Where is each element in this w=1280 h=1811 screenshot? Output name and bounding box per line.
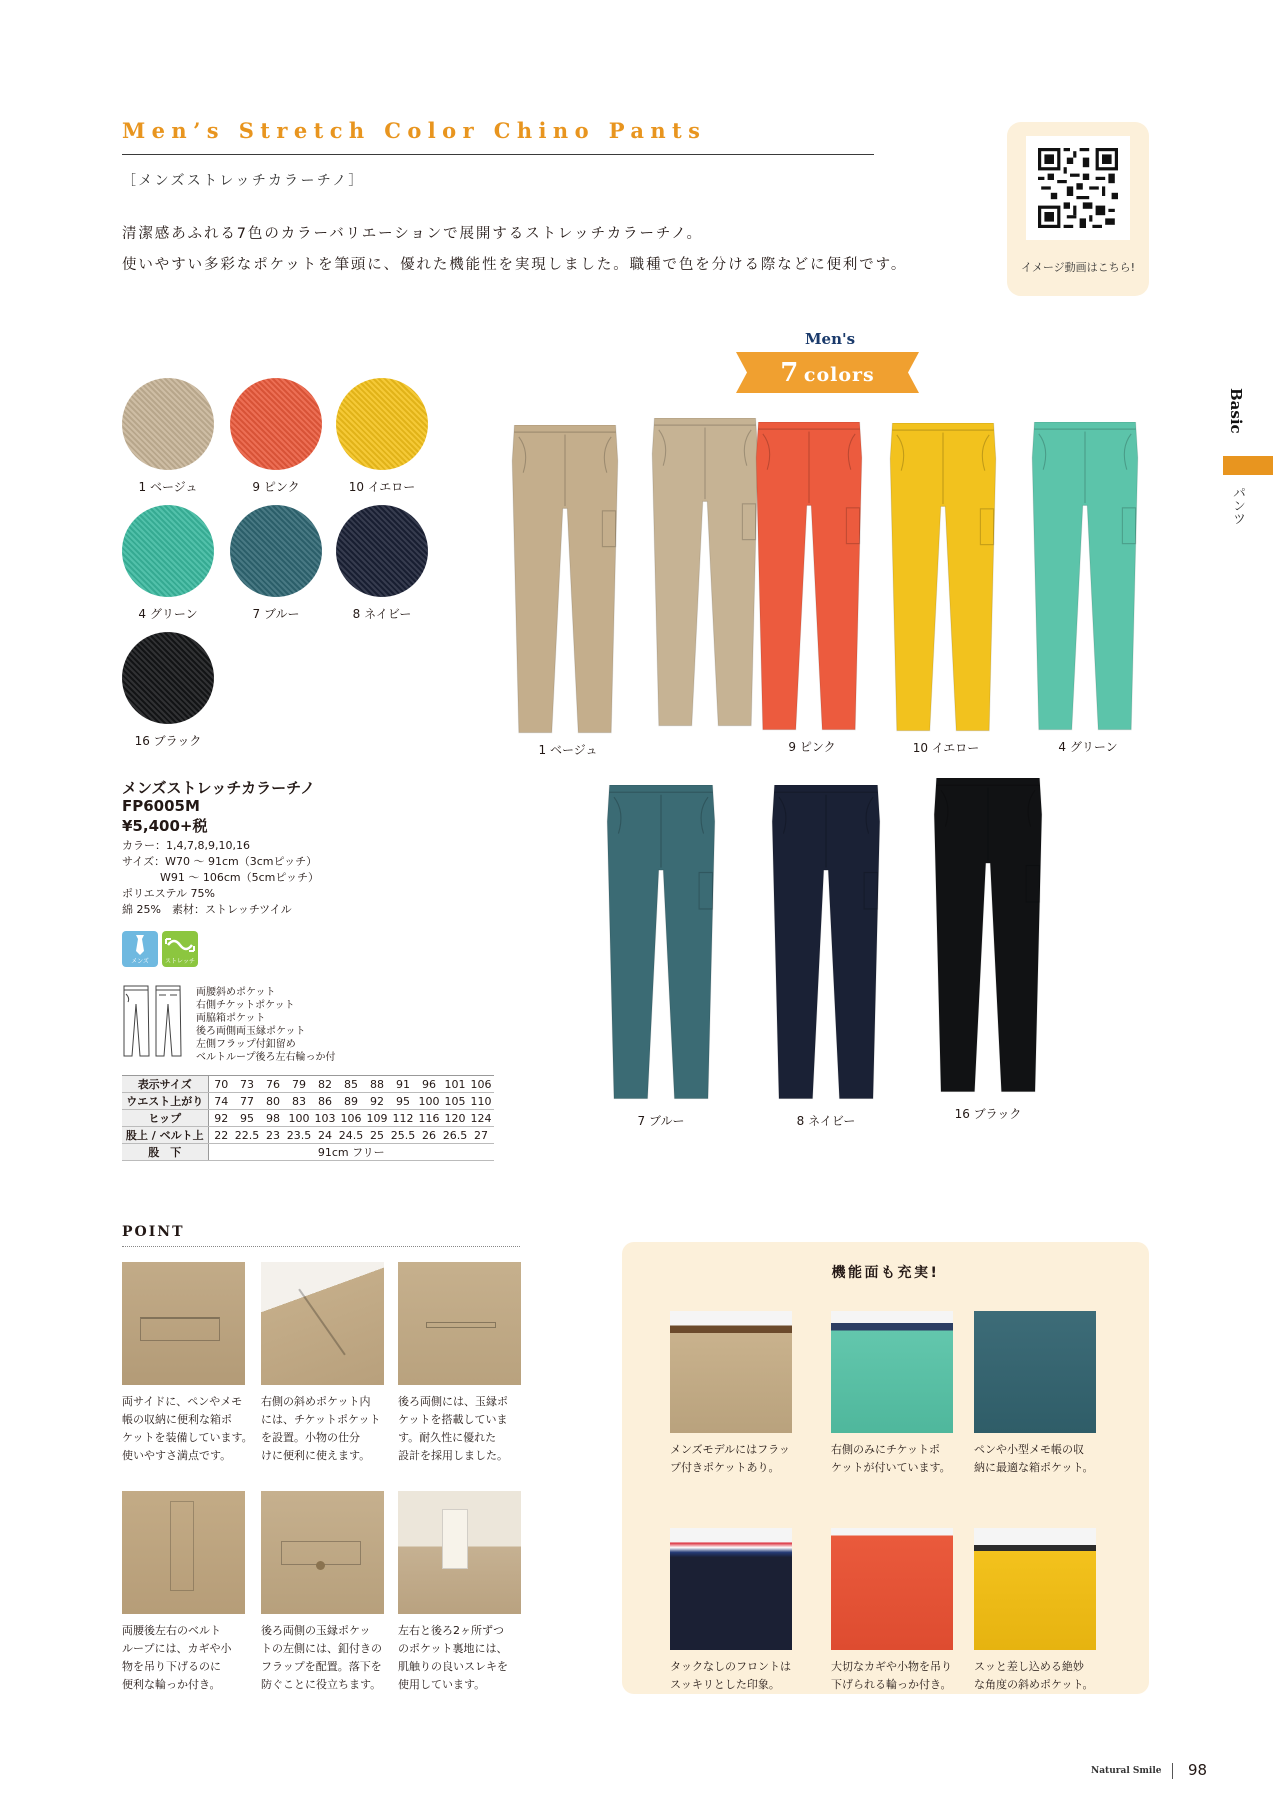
size-row-header: 表示サイズ <box>122 1076 208 1093</box>
point-title: POINT <box>122 1224 185 1240</box>
page-subtitle: ［メンズストレッチカラーチノ］ <box>122 173 365 189</box>
size-row <box>122 1127 494 1144</box>
spec-sizes: サイズ：W70 ～ 91cm（3cmピッチ） <box>122 855 318 868</box>
function-caption-line: プ付きポケットあり。 <box>670 1461 780 1474</box>
color-swatch <box>230 378 322 470</box>
pants-photo <box>754 422 864 736</box>
badge-label: ストレッチ <box>165 958 195 965</box>
function-caption-line: ペンや小型メモ帳の収 <box>974 1443 1084 1456</box>
page-title: Men’s Stretch Color Chino Pants <box>122 118 707 143</box>
point-caption-line: 便利な輪っか付き。 <box>122 1678 221 1691</box>
feature-item: 右側チケットポケット <box>196 1000 295 1011</box>
function-caption-line: メンズモデルにはフラッ <box>670 1443 790 1456</box>
function-caption-line: スッと差し込める絶妙 <box>974 1660 1084 1673</box>
point-caption-line: す。耐久性に優れた <box>398 1431 497 1444</box>
size-cell: 98 <box>260 1110 286 1127</box>
pants-photo <box>650 418 760 732</box>
point-caption-line: 両腰後左右のベルト <box>122 1624 221 1637</box>
point-caption <box>398 1622 528 1694</box>
feature-item: 後ろ両側両玉縁ポケット <box>196 1026 306 1037</box>
size-row <box>122 1144 494 1161</box>
color-swatch <box>122 505 214 597</box>
functions-card <box>622 1242 1149 1694</box>
size-cell: 106 <box>468 1076 494 1093</box>
size-cell: 79 <box>286 1076 312 1093</box>
title-divider <box>122 154 874 155</box>
size-cell: 23 <box>260 1127 286 1144</box>
point-photo <box>122 1491 245 1614</box>
function-caption <box>670 1658 810 1694</box>
size-cell: 73 <box>234 1076 260 1093</box>
pants-photo <box>932 778 1044 1098</box>
size-cell: 103 <box>312 1110 338 1127</box>
function-photo <box>831 1311 953 1433</box>
pants-photo <box>770 785 882 1105</box>
mens-badge <box>122 931 158 967</box>
point-caption-line: 左右と後ろ2ヶ所ずつ <box>398 1624 504 1637</box>
point-photo <box>122 1262 245 1385</box>
product-price: ¥5,400+税 <box>122 817 208 835</box>
function-photo <box>974 1528 1096 1650</box>
pants-label: 1 ベージュ <box>538 743 598 757</box>
function-caption <box>670 1441 810 1477</box>
size-row-header: 股 下 <box>122 1144 208 1161</box>
swatch-label: 9 ピンク <box>252 480 300 494</box>
size-cell: 80 <box>260 1093 286 1110</box>
size-cell: 25 <box>364 1127 390 1144</box>
size-row <box>122 1093 494 1110</box>
size-cell: 22 <box>208 1127 234 1144</box>
size-cell: 120 <box>442 1110 468 1127</box>
swatch-label: 1 ベージュ <box>138 480 198 494</box>
tie-icon <box>122 931 158 959</box>
point-caption-line: 物を吊り下げるのに <box>122 1660 221 1673</box>
stretch-icon <box>162 931 198 959</box>
point-caption-line: 使用しています。 <box>398 1678 486 1691</box>
colors-word: colors <box>803 364 875 386</box>
function-photo <box>974 1311 1096 1433</box>
size-cell: 124 <box>468 1110 494 1127</box>
size-cell: 76 <box>260 1076 286 1093</box>
pants-label: 9 ピンク <box>788 740 836 754</box>
color-swatch <box>122 632 214 724</box>
feature-item: ベルトループ後ろ左右輪っか付 <box>196 1052 336 1063</box>
size-cell: 105 <box>442 1093 468 1110</box>
point-caption-line: ケットを装備しています。 <box>122 1431 253 1444</box>
pants-photo <box>888 423 998 737</box>
size-cell: 25.5 <box>390 1128 416 1142</box>
functions-title: 機能面も充実! <box>831 1265 940 1281</box>
size-table <box>122 1075 494 1161</box>
point-caption-line: 後ろ両側には、玉縁ポ <box>398 1395 508 1408</box>
point-caption-line: 肌触りの良いスレキを <box>398 1660 508 1673</box>
size-cell: 116 <box>416 1110 442 1127</box>
point-caption-line: けに便利に使えます。 <box>261 1449 371 1462</box>
pants-photo <box>1030 422 1140 736</box>
function-photo <box>670 1311 792 1433</box>
function-caption <box>974 1441 1114 1477</box>
qr-caption[interactable]: イメージ動画はこちら! <box>1020 261 1136 274</box>
size-cell: 26.5 <box>442 1128 468 1142</box>
size-cell: 83 <box>286 1093 312 1110</box>
size-cell: 110 <box>468 1093 494 1110</box>
function-caption <box>974 1658 1114 1694</box>
qr-code-icon[interactable] <box>1026 136 1130 240</box>
size-cell: 100 <box>286 1110 312 1127</box>
footer-divider <box>1172 1763 1173 1779</box>
pants-label: 8 ネイビー <box>796 1114 856 1128</box>
point-caption-line: には、チケットポケット <box>261 1413 381 1426</box>
size-cell: 24.5 <box>338 1128 364 1142</box>
size-cell: 24 <box>312 1127 338 1144</box>
point-caption-line: 後ろ両側の玉縁ポケッ <box>261 1624 371 1637</box>
swatch-label: 7 ブルー <box>252 607 300 621</box>
colors-banner <box>736 352 919 393</box>
color-swatch <box>336 505 428 597</box>
pants-label: 16 ブラック <box>954 1107 1022 1121</box>
size-cell: 109 <box>364 1110 390 1127</box>
point-caption <box>261 1393 391 1465</box>
size-cell: 88 <box>364 1076 390 1093</box>
point-caption <box>398 1393 528 1465</box>
size-cell: 95 <box>234 1110 260 1127</box>
size-cell: 85 <box>338 1076 364 1093</box>
point-caption-line: ループには、カギや小 <box>122 1642 232 1655</box>
feature-item: 両腰斜めポケット <box>196 987 276 998</box>
point-caption-line: ケットを搭載していま <box>398 1413 508 1426</box>
point-caption-line: 防ぐことに役立ちます。 <box>261 1678 382 1691</box>
size-cell: 89 <box>338 1093 364 1110</box>
footer-brand: Natural Smile <box>1091 1766 1162 1776</box>
function-caption-line: 納に最適な箱ポケット。 <box>974 1461 1094 1474</box>
swatch-label: 8 ネイビー <box>352 607 412 621</box>
size-cell: 112 <box>390 1110 416 1127</box>
function-caption-line: 右側のみにチケットポ <box>831 1443 941 1456</box>
size-cell: 92 <box>364 1093 390 1110</box>
size-cell: 82 <box>312 1076 338 1093</box>
point-caption-line: トの左側には、釦付きの <box>261 1642 382 1655</box>
point-divider <box>122 1246 520 1247</box>
point-caption-line: 両サイドに、ペンやメモ <box>122 1395 243 1408</box>
color-swatch <box>122 378 214 470</box>
qr-card[interactable] <box>1007 122 1149 296</box>
size-row <box>122 1076 494 1093</box>
point-caption <box>122 1393 252 1465</box>
product-name: メンズストレッチカラーチノ <box>122 779 316 797</box>
side-tab-category: Basic <box>1227 388 1245 434</box>
function-caption <box>831 1441 971 1477</box>
product-code: FP6005M <box>122 797 200 815</box>
pants-label: 7 ブルー <box>637 1114 685 1128</box>
lead-text <box>122 219 907 281</box>
mens-label: Men's <box>804 330 856 348</box>
point-caption-line: 右側の斜めポケット内 <box>261 1395 371 1408</box>
spec-sizes-2: W91 ～ 106cm（5cmピッチ） <box>160 871 319 884</box>
function-photo <box>670 1528 792 1650</box>
size-cell: 77 <box>234 1093 260 1110</box>
size-cell: 101 <box>442 1076 468 1093</box>
size-cell: 70 <box>208 1076 234 1093</box>
size-cell: 92 <box>208 1110 234 1127</box>
color-swatch <box>230 505 322 597</box>
point-photo <box>398 1491 521 1614</box>
point-caption <box>122 1622 252 1694</box>
function-caption <box>831 1658 971 1694</box>
size-cell: 26 <box>416 1127 442 1144</box>
pants-label: 4 グリーン <box>1058 740 1118 754</box>
spec-material-2: 綿 25% 素材：ストレッチツイル <box>122 903 292 916</box>
side-tab-label: パンツ <box>1230 486 1245 525</box>
size-cell: 106 <box>338 1110 364 1127</box>
color-swatch <box>336 378 428 470</box>
size-row-header: ウエスト上がり <box>122 1093 208 1110</box>
size-cell: 74 <box>208 1093 234 1110</box>
point-caption-line: を設置。小物の仕分 <box>261 1431 360 1444</box>
size-cell: 27 <box>468 1127 494 1144</box>
size-cell: 22.5 <box>234 1128 260 1142</box>
swatch-label: 4 グリーン <box>138 607 198 621</box>
point-caption-line: 設計を採用しました。 <box>398 1449 508 1462</box>
function-caption-line: 大切なカギや小物を吊り <box>831 1660 952 1673</box>
badge-label: メンズ <box>131 958 149 965</box>
size-cell: 96 <box>416 1076 442 1093</box>
pants-line-drawing <box>122 984 186 1062</box>
function-caption-line: な角度の斜めポケット。 <box>974 1678 1094 1691</box>
function-caption-line: ケットが付いています。 <box>831 1461 951 1474</box>
spec-colors: カラー：1,4,7,8,9,10,16 <box>122 839 250 852</box>
pants-photo <box>510 425 620 739</box>
spec-material: ポリエステル 75% <box>122 887 215 900</box>
point-caption-line: 使いやすさ満点です。 <box>122 1449 232 1462</box>
size-cell: 95 <box>390 1093 416 1110</box>
size-cell: 23.5 <box>286 1128 312 1142</box>
point-caption-line: フラップを配置。落下を <box>261 1660 382 1673</box>
function-photo <box>831 1528 953 1650</box>
function-caption-line: スッキリとした印象。 <box>670 1678 780 1691</box>
swatch-label: 16 ブラック <box>134 734 202 748</box>
size-cell: 91cm フリー <box>208 1144 494 1161</box>
point-photo <box>261 1491 384 1614</box>
size-cell: 86 <box>312 1093 338 1110</box>
function-caption-line: 下げられる輪っか付き。 <box>831 1678 952 1691</box>
pants-label: 10 イエロー <box>912 741 980 755</box>
point-caption-line: のポケット裏地には、 <box>398 1642 508 1655</box>
point-caption-line: 帳の収納に便利な箱ポ <box>122 1413 232 1426</box>
lead-line: 清潔感あふれる7色のカラーバリエーションで展開するストレッチカラーチノ。 <box>122 226 703 242</box>
stretch-badge <box>162 931 198 967</box>
size-row <box>122 1110 494 1127</box>
size-row-header: ヒップ <box>122 1110 208 1127</box>
lead-line: 使いやすい多彩なポケットを筆頭に、優れた機能性を実現しました。職種で色を分ける際などに便利です。 <box>122 257 908 273</box>
function-caption-line: タックなしのフロントは <box>670 1660 791 1673</box>
page-number: 98 <box>1188 1761 1208 1779</box>
colors-count: 7 <box>780 358 799 388</box>
size-row-header: 股上 / ベルト上 <box>122 1127 208 1144</box>
side-tab-accent-bar <box>1223 456 1273 475</box>
pants-photo <box>605 785 717 1105</box>
point-photo <box>398 1262 521 1385</box>
feature-item: 両脇箱ポケット <box>196 1013 266 1024</box>
feature-item: 左側フラップ付釦留め <box>196 1039 296 1050</box>
swatch-label: 10 イエロー <box>348 480 416 494</box>
size-cell: 91 <box>390 1076 416 1093</box>
size-cell: 100 <box>416 1093 442 1110</box>
point-photo <box>261 1262 384 1385</box>
point-caption <box>261 1622 391 1694</box>
